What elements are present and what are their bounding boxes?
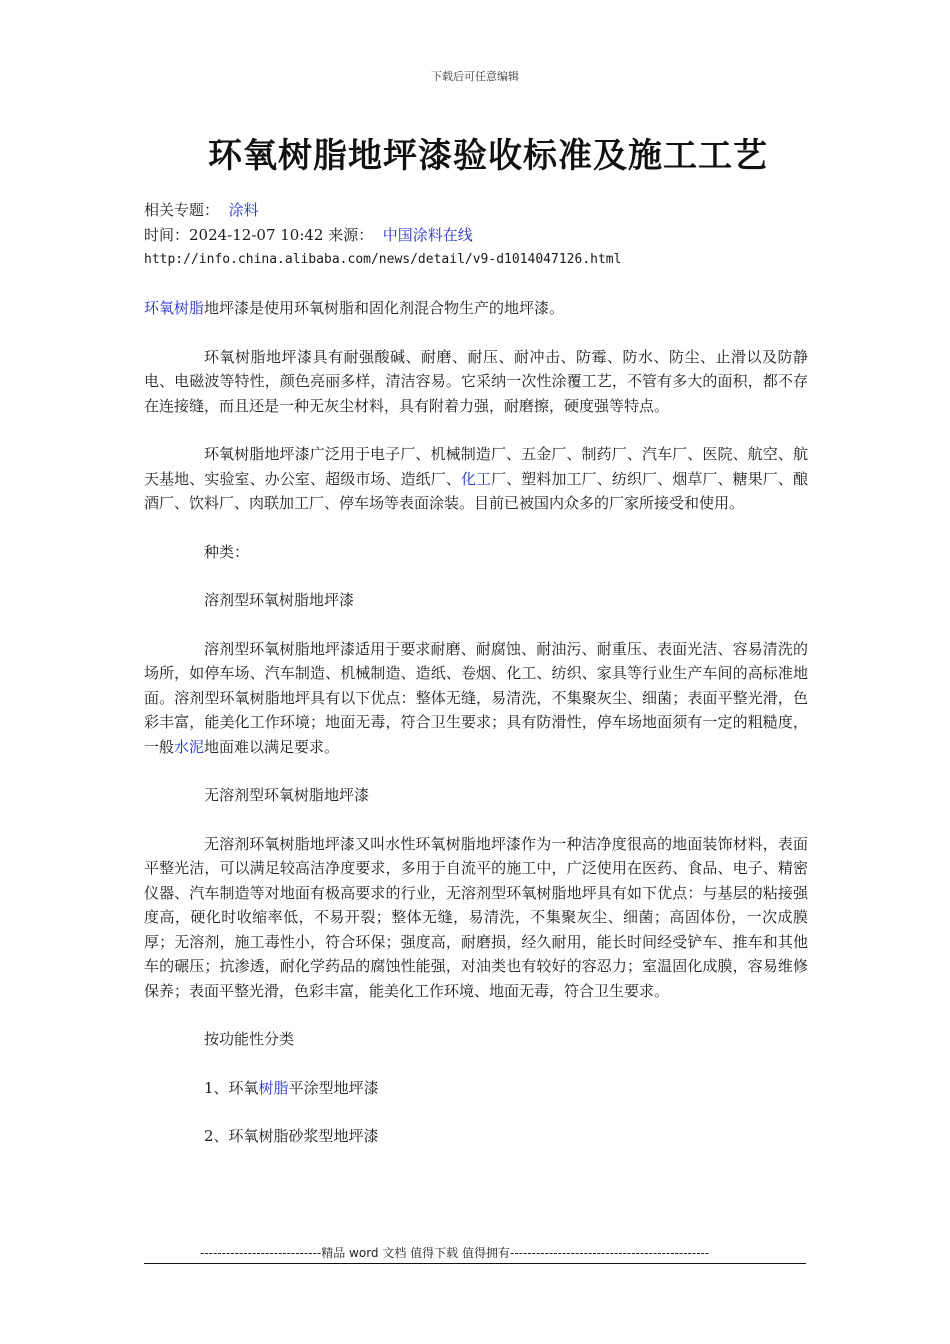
solventless-paragraph: 无溶剂环氧树脂地坪漆又叫水性环氧树脂地坪漆作为一种洁净度很高的地面装饰材料，表面平整光洁，可以满足较高洁净度要求，多用于自流平的施工中，广泛使用在医药、食品、电子、精密仪器、汽车制造等对地面有极高要求的行业，无溶剂型环氧树脂地坪具有如下优点：与基层的粘接强度高，硬化时收缩率低，不易开裂；整体无缝，易清洗，不集聚灰尘、细菌；高固体份，一次成膜厚；无溶剂，施工毒性小，符合环保；强度高，耐磨损，经久耐用，能长时间经受铲车、推车和其他车的碾压；抗渗透，耐化学药品的腐蚀性能强，对油类也有较好的容忍力；室温固化成膜，容易维修保养；表面平整光滑，色彩丰富，能美化工作环境、地面无毒，符合卫生要求。	[144, 834, 808, 1000]
resin-link[interactable]: 树脂	[258, 1078, 289, 1097]
epoxy-resin-link[interactable]: 环氧树脂	[144, 299, 205, 317]
time-source-line	[144, 223, 808, 248]
properties-paragraph: 环氧树脂地坪漆具有耐强酸碱、耐磨、耐压、耐冲击、防霉、防水、防尘、止滑以及防静电、电磁波等特性，颜色亮丽多样，清洁容易。它采纳一次性涂覆工艺，不管有多大的面积，都不存在连接缝，而且还是一种无灰尘材料，具有附着力强，耐磨擦，硬度强等特点。	[144, 347, 808, 415]
solvent-heading: 溶剂型环氧树脂地坪漆	[204, 591, 355, 609]
solventless-heading: 无溶剂型环氧树脂地坪漆	[204, 786, 370, 804]
applications-text-2: 厂、塑料加工厂、纺织厂、烟草厂、糖果厂、酿酒厂、饮料厂、肉联加工厂、停车场等表面涂装。目前已被国内众多的厂家所接受和使用。	[144, 469, 808, 512]
solvent-text-2: 地面难以满足要求。	[204, 737, 340, 756]
cement-link[interactable]: 水泥	[174, 737, 205, 756]
topic-line	[144, 198, 808, 223]
solvent-text-1: 溶剂型环氧树脂地坪漆适用于要求耐磨、耐腐蚀、耐油污、耐重压、表面光洁、容易清洗的场所，如停车场、汽车制造、机械制造、造纸、卷烟、化工、纺织、家具等行业生产车间的高标准地面。溶剂型环氧树脂地坪具有以下优点：整体无缝，易清洗，不集聚灰尘、细菌；表面平整光滑，色彩丰富，能美化工作环境；地面无毒，符合卫生要求；具有防滑性，停车场地面须有一定的粗糙度，一般	[144, 639, 808, 756]
footer-text: ----------------------------精品 word 文档 值得下载 值得拥有----------------------------------------------	[200, 1246, 710, 1260]
list-item-2: 2、环氧树脂砂浆型地坪漆	[204, 1127, 379, 1145]
source-link[interactable]: 中国涂料在线	[382, 226, 473, 244]
topic-label: 相关专题：	[144, 201, 220, 219]
intro-text: 地坪漆是使用环氧树脂和固化剂混合物生产的地坪漆。	[204, 299, 565, 317]
intro-paragraph	[144, 296, 808, 321]
header-note: 下载后可任意编辑	[431, 70, 519, 83]
types-label: 种类：	[204, 542, 250, 561]
source-url: http://info.china.alibaba.com/news/detail/v9-d1014047126.html	[144, 252, 622, 267]
solvent-paragraph	[144, 637, 808, 760]
topic-link[interactable]: 涂料	[228, 201, 259, 219]
footer-divider	[144, 1263, 806, 1264]
list-item-1	[144, 1076, 808, 1101]
page-title: 环氧树脂地坪漆验收标准及施工工艺	[208, 136, 768, 176]
chemical-link[interactable]: 化工	[460, 469, 492, 488]
item1-text-2: 平涂型地坪漆	[288, 1078, 379, 1097]
time-label: 时间：2024-12-07 10:42 来源：	[144, 226, 374, 244]
article-body	[144, 198, 808, 1149]
applications-paragraph	[144, 442, 808, 516]
applications-text-1: 环氧树脂地坪漆广泛用于电子厂、机械制造厂、五金厂、制药厂、汽车厂、医院、航空、航天基地、实验室、办公室、超级市场、造纸厂、	[144, 445, 808, 488]
function-heading: 按功能性分类	[204, 1030, 295, 1048]
item1-text-1: 1、环氧	[204, 1078, 259, 1097]
